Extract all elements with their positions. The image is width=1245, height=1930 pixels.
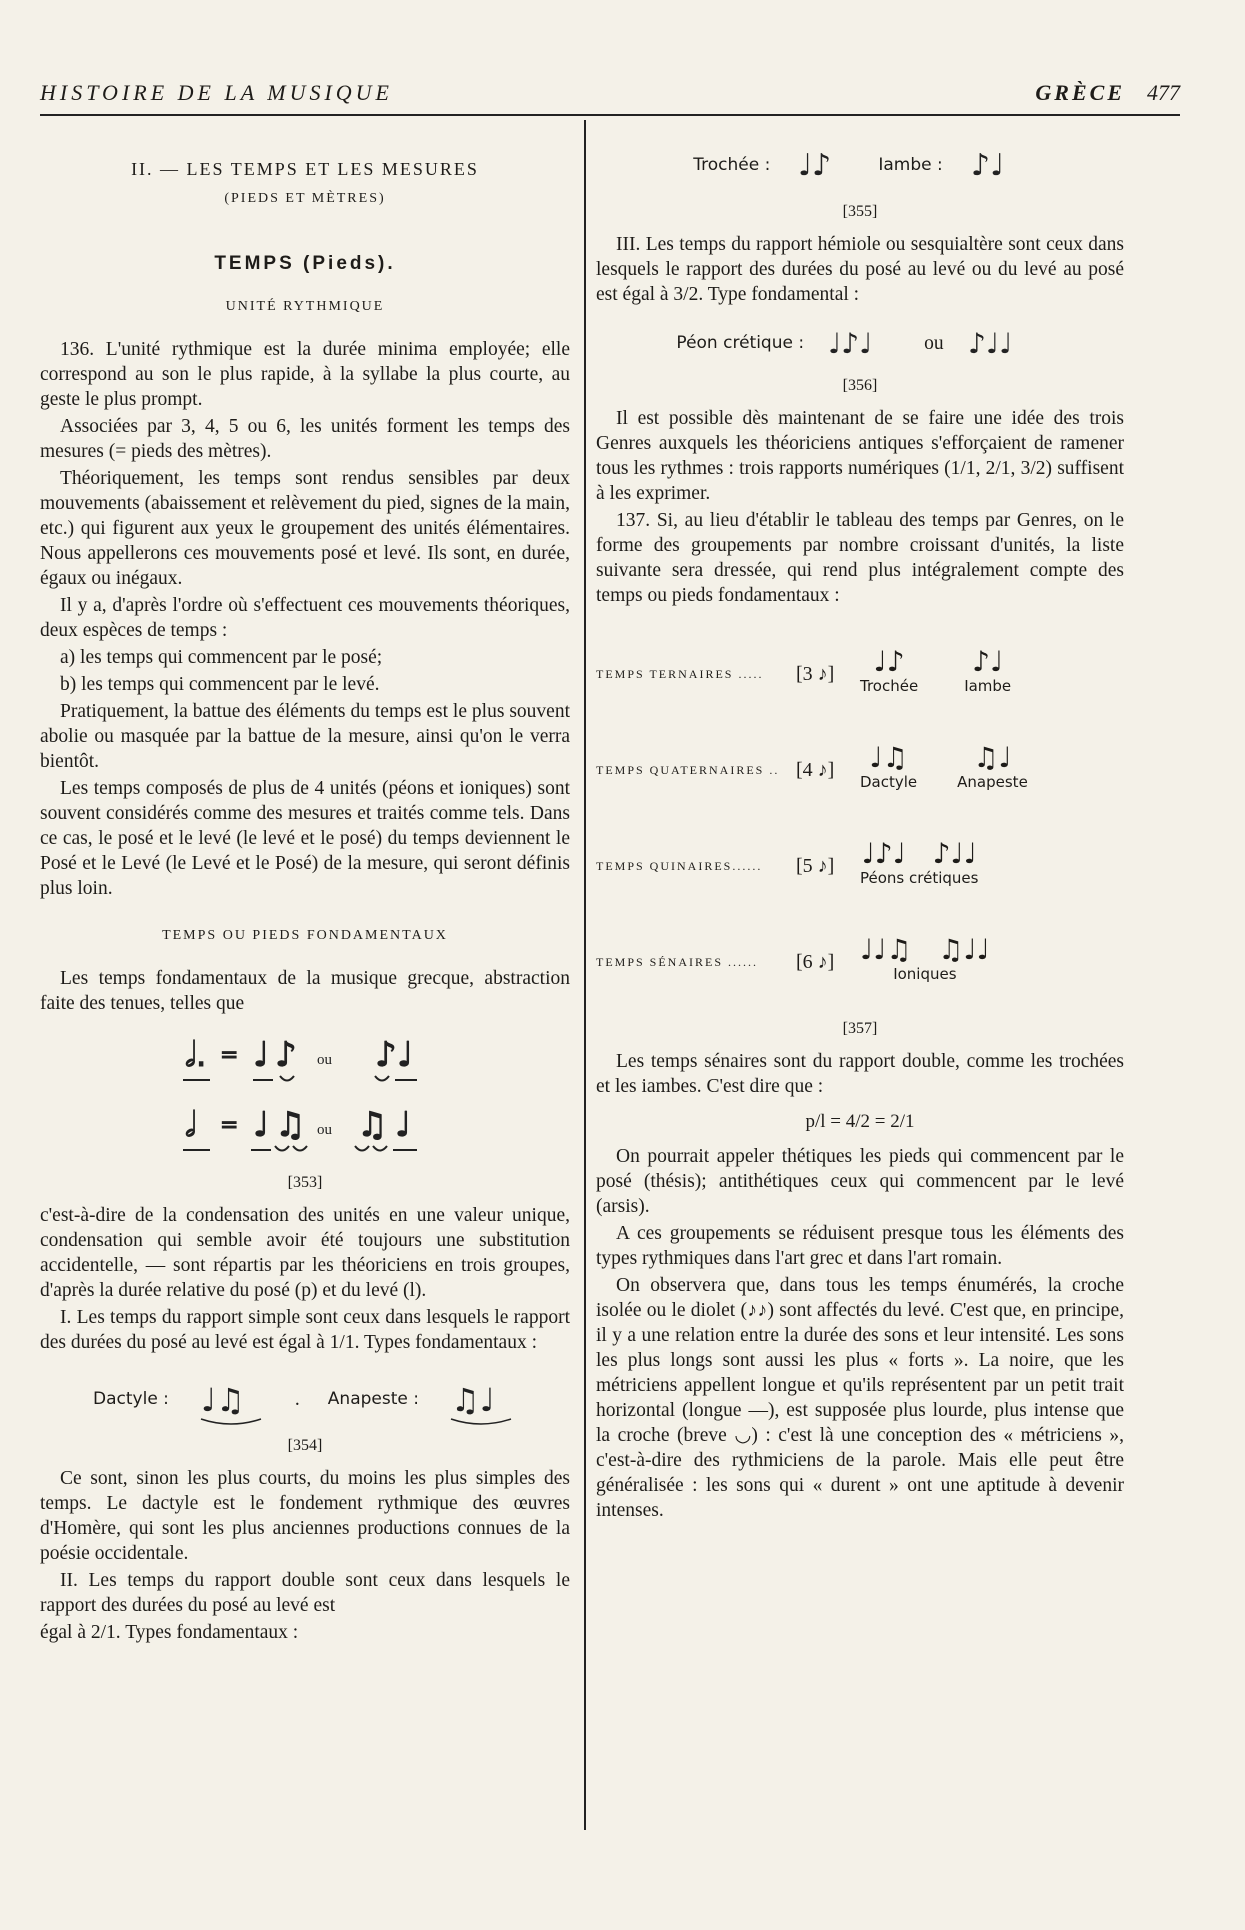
figure-357-label: [357] bbox=[842, 1020, 878, 1037]
row-label: TEMPS TERNAIRES ..... bbox=[596, 666, 764, 681]
table-row: TEMPS TERNAIRES ..... [3 ♪] ♩♪ Trochée ♪♩ Iambe bbox=[596, 626, 1124, 722]
foot-name: Ioniques bbox=[893, 965, 957, 983]
svg-text:♫: ♫ bbox=[275, 1105, 306, 1145]
paragraph-rapport-double-end: égal à 2/1. Types fondamentaux : bbox=[40, 1622, 299, 1643]
unite-heading: UNITÉ RYTHMIQUE bbox=[225, 299, 385, 314]
paragraph-ce-sont: Ce sont, sinon les plus courts, du moins les plus simples des temps. Le dactyle est le fondement rythmique des œuvres d'Homère, qui sont les plus anciennes productions connues de la poésie occidentale. bbox=[40, 1468, 570, 1564]
svg-text:♩: ♩ bbox=[253, 1035, 270, 1075]
section-title: II. — LES TEMPS ET LES MESURES bbox=[131, 159, 479, 179]
table-row: TEMPS SÉNAIRES ...... [6 ♪] ♩♩♫ ♫♩♩ Ioniques bbox=[596, 914, 1124, 1010]
paragraph-groupements: A ces groupements se réduisent presque tous les éléments des types rythmiques dans l'art grec et dans l'art romain. bbox=[596, 1223, 1124, 1269]
row-count: [5 ♪] bbox=[796, 854, 835, 877]
svg-text:♩: ♩ bbox=[397, 1035, 414, 1075]
figure-356-label: [356] bbox=[842, 377, 878, 394]
list-item-a: a) les temps qui commencent par le posé; bbox=[60, 647, 383, 668]
foot-name: Iambe bbox=[964, 677, 1012, 695]
paragraph-fondamentaux: Les temps fondamentaux de la musique grecque, abstraction faite des tenues, telles que bbox=[40, 968, 570, 1014]
paragraph-composes: Les temps composés de plus de 4 unités (péons et ioniques) sont souvent considérés comme des mesures et traités comme tels. Dans ce cas, le posé et le levé (le levé et le posé) du temps deviennent le Posé et le Levé (le Levé et le Posé) de la mesure, qui seront définis plus loin. bbox=[40, 778, 570, 899]
svg-text:♫: ♫ bbox=[357, 1105, 388, 1145]
paragraph-137: 137. Si, au lieu d'établir le tableau des temps par Genres, on le forme des groupements par nombre croissant d'unités, la liste suivante sera dressée, qui rend plus intégralement compte des temps ou pieds fondamentaux : bbox=[596, 510, 1124, 606]
paragraph-associees: Associées par 3, 4, 5 ou 6, les unités forment les temps des mesures (= pieds des mètres). bbox=[40, 416, 570, 462]
ou-peon: ou bbox=[924, 332, 944, 354]
svg-text:=: = bbox=[220, 1113, 239, 1138]
svg-text:♩: ♩ bbox=[395, 1105, 412, 1145]
trochee-notation bbox=[794, 135, 854, 195]
figure-354-label: [354] bbox=[287, 1437, 323, 1454]
paragraph-senaires: Les temps sénaires sont du rapport double, comme les trochées et les iambes. C'est dire que : bbox=[596, 1051, 1124, 1097]
svg-text:♩♫: ♩♫ bbox=[200, 1381, 245, 1419]
paragraph-thetiques: On pourrait appeler thétiques les pieds qui commencent par le posé (thésis); antithétiques ceux qui commencent par le levé (arsis). bbox=[596, 1146, 1124, 1217]
svg-text:=: = bbox=[220, 1043, 239, 1068]
header-title: GRÈCE bbox=[1035, 80, 1125, 105]
table-row: TEMPS QUINAIRES...... [5 ♪] ♩♪♩ ♪♩♩ Péons crétiques bbox=[596, 818, 1124, 914]
svg-text:♪: ♪ bbox=[375, 1035, 397, 1075]
paragraph-136: 136. L'unité rythmique est la durée minima employée; elle correspond au son le plus rapide, à la syllabe la plus courte, au geste le plus prompt. bbox=[40, 339, 570, 410]
table-row: TEMPS QUATERNAIRES .. [4 ♪] ♩♫ Dactyle ♫♩ Anapeste bbox=[596, 722, 1124, 818]
peon-notation-2 bbox=[964, 315, 1044, 371]
paragraph-pratiquement: Pratiquement, la battue des éléments du temps est le plus souvent abolie ou masquée par la battue de la mesure, ainsi qu'on le verra bientôt. bbox=[40, 701, 570, 772]
foot-name: Trochée bbox=[860, 677, 919, 695]
svg-text:♩♪♩: ♩♪♩ bbox=[828, 327, 873, 360]
dactyle-notation bbox=[197, 1369, 267, 1429]
ou-label-2: ou bbox=[317, 1122, 332, 1138]
svg-text:♪♩♩: ♪♩♩ bbox=[967, 327, 1012, 360]
header-rule bbox=[40, 114, 1180, 116]
foot-name: Dactyle bbox=[860, 773, 918, 791]
svg-text:♩: ♩ bbox=[253, 1105, 270, 1145]
figure-356-row bbox=[596, 315, 1124, 371]
temps-heading: TEMPS (Pieds). bbox=[214, 253, 396, 274]
page-header-right bbox=[1035, 80, 1180, 106]
foot-name: Anapeste bbox=[957, 773, 1028, 791]
svg-text:♫♩: ♫♩ bbox=[450, 1381, 495, 1419]
figure-353-label: [353] bbox=[287, 1174, 323, 1191]
paragraph-cest-a-dire: c'est-à-dire de la condensation des unités en une valeur unique, condensation qui semble avoir été toujours une substitution accidentelle, — sont répartis par les théoriciens en trois groupes, d'après la durée relative du posé (p) et du levé (l). bbox=[40, 1205, 570, 1301]
row-label: TEMPS SÉNAIRES ...... bbox=[596, 954, 759, 969]
row-label: TEMPS QUINAIRES...... bbox=[596, 858, 763, 873]
figure-355-label: [355] bbox=[842, 203, 878, 220]
foot-name: Péons crétiques bbox=[860, 869, 979, 887]
svg-text:𝅗𝅥.: 𝅗𝅥. bbox=[185, 1035, 207, 1075]
figure-355-row bbox=[596, 135, 1124, 195]
peon-label: Péon crétique : bbox=[676, 332, 805, 353]
svg-text:♪: ♪ bbox=[275, 1035, 297, 1075]
paragraph-rapport-simple: I. Les temps du rapport simple sont ceux dans lesquels le rapport des durées du posé au levé est égal à 1/1. Types fondamentaux : bbox=[40, 1307, 570, 1353]
paragraph-possible: Il est possible dès maintenant de se faire une idée des trois Genres auxquels les théoriciens antiques s'efforçaient de ramener tous les rythmes : trois rapports numériques (1/1, 2/1, 3/2) suffisent à les exprimer. bbox=[596, 408, 1124, 504]
left-column bbox=[40, 135, 570, 1647]
svg-text:♪♩: ♪♩ bbox=[970, 148, 1005, 183]
paragraph-rapport-double: II. Les temps du rapport double sont ceux dans lesquels le rapport des durées du posé au levé est bbox=[40, 1570, 570, 1616]
list-item-b: b) les temps qui commencent par le levé. bbox=[60, 674, 380, 695]
paragraph-hemiole: III. Les temps du rapport hémiole ou sesquialtère sont ceux dans lesquels le rapport des durées du posé au levé ou du levé au posé est égal à 3/2. Type fondamental : bbox=[596, 234, 1124, 305]
notation-figure-353 bbox=[125, 1018, 485, 1168]
column-divider bbox=[584, 120, 586, 1830]
section-subtitle: (PIEDS ET MÈTRES) bbox=[224, 191, 386, 206]
running-header: HISTOIRE DE LA MUSIQUE bbox=[40, 80, 393, 105]
row-count: [4 ♪] bbox=[796, 758, 835, 781]
temps-table bbox=[596, 626, 1124, 1010]
paragraph-il-y-a: Il y a, d'après l'ordre où s'effectuent ces mouvements théoriques, deux espèces de temps : bbox=[40, 595, 570, 641]
row-count: [6 ♪] bbox=[796, 950, 835, 973]
dactyle-label: Dactyle : bbox=[93, 1388, 169, 1409]
row-count: [3 ♪] bbox=[796, 662, 835, 685]
paragraph-theoriquement: Théoriquement, les temps sont rendus sensibles par deux mouvements (abaissement et relèvement du pied, signes de la main, etc.) qui figurent aux yeux le groupement des unités élémentaires. Nous appellerons ces mouvements posé et levé. Ils sont, en durée, égaux ou inégaux. bbox=[40, 468, 570, 589]
svg-text:♩♪: ♩♪ bbox=[798, 148, 832, 183]
row-label: TEMPS QUATERNAIRES .. bbox=[596, 762, 780, 777]
page-number: 477 bbox=[1147, 80, 1180, 105]
equation: p/l = 4/2 = 2/1 bbox=[805, 1111, 915, 1132]
anapeste-notation bbox=[447, 1369, 517, 1429]
fondamentaux-heading: TEMPS OU PIEDS FONDAMENTAUX bbox=[162, 928, 448, 943]
iambe-notation bbox=[967, 135, 1027, 195]
trochee-label: Trochée : bbox=[693, 154, 771, 175]
right-column bbox=[596, 135, 1124, 1525]
paragraph-observera: On observera que, dans tous les temps énumérés, la croche isolée ou le diolet (♪♪) sont affectés du levé. C'est que, en principe, il y a une relation entre la durée des sons et leur intensité. Les sons les plus longs sont aussi les plus « forts ». La noire, que les métriciens appellent longue et qu'ils représentent par un petit trait horizontal (longue —), est supposée plus lourde, plus intense que la croche (breve ◡) : c'est là une conception des « métriciens », c'est-à-dire des rythmiciens de la parole. Mais elle peut être généralisée : les sons qui « durent » ont une aptitude à devenir intenses. bbox=[596, 1275, 1124, 1521]
ou-label: ou bbox=[317, 1052, 332, 1068]
peon-notation-1 bbox=[824, 315, 904, 371]
svg-text:𝅗𝅥: 𝅗𝅥 bbox=[185, 1105, 196, 1145]
iambe-label: Iambe : bbox=[878, 154, 943, 175]
figure-354-row: Dactyle : ♩♫ . Anapeste : ♫♩ bbox=[40, 1369, 570, 1429]
anapeste-label: Anapeste : bbox=[327, 1388, 419, 1409]
